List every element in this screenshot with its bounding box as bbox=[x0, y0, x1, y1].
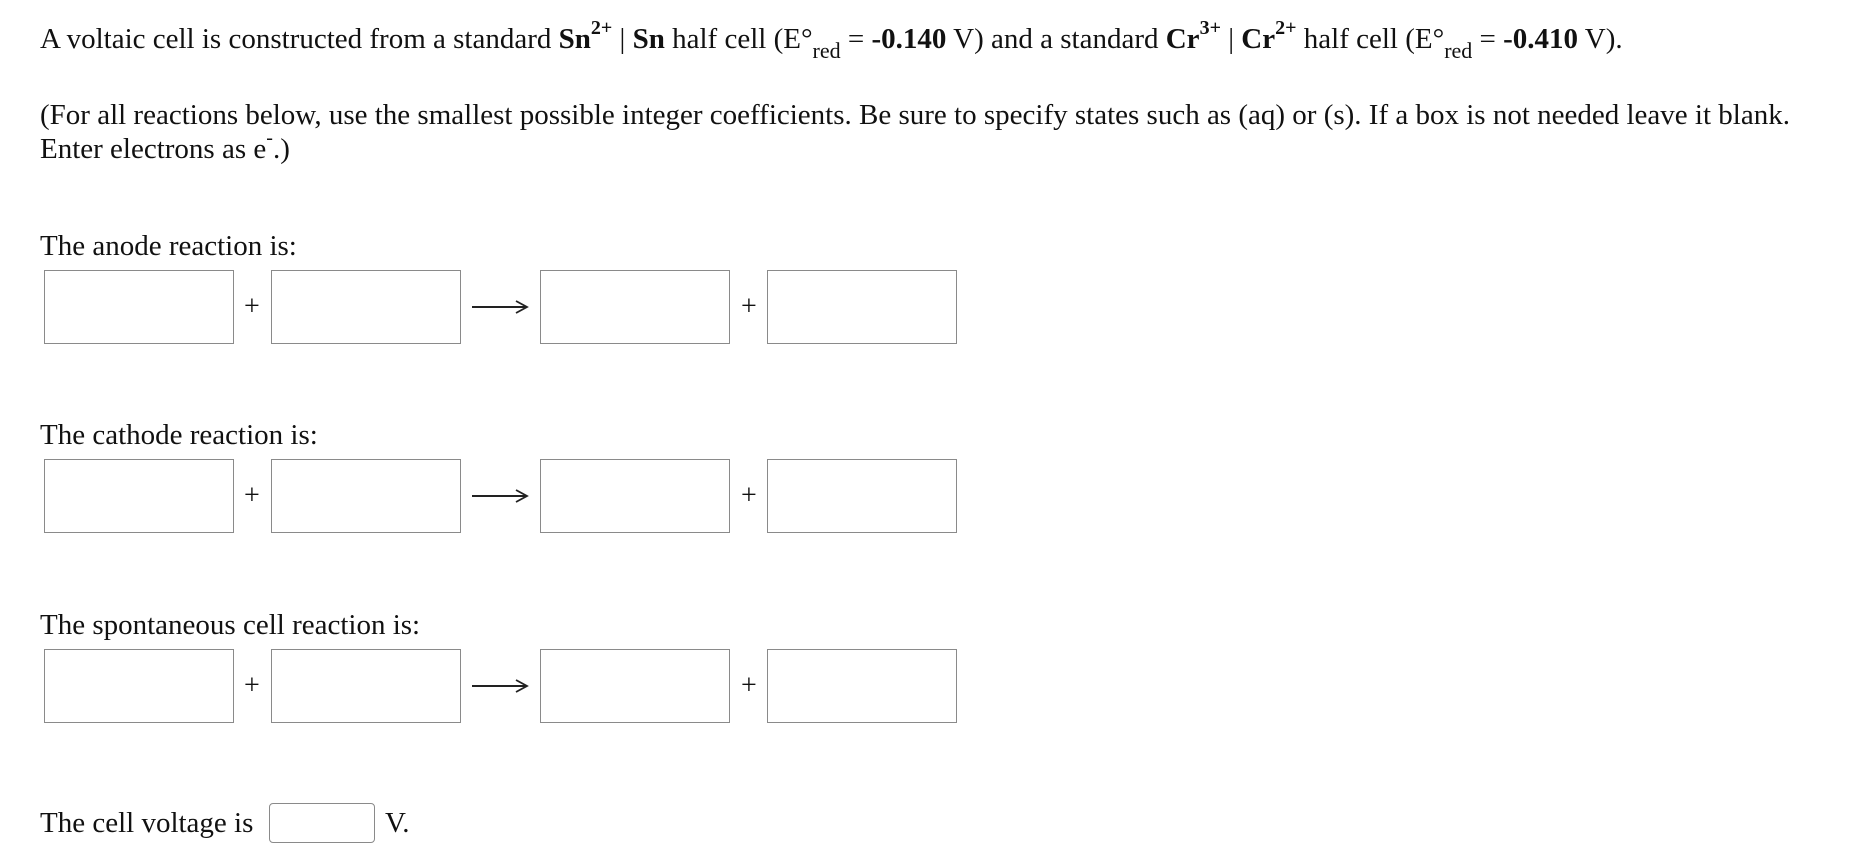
instructions-line-2: Enter electrons as e-.) bbox=[40, 127, 290, 165]
plus-sign: + bbox=[741, 291, 757, 322]
plus-sign: + bbox=[741, 670, 757, 701]
plus-sign: + bbox=[244, 480, 260, 511]
cathode-reactant-2-input[interactable] bbox=[271, 459, 461, 533]
reaction-arrow-icon bbox=[470, 485, 530, 507]
potential-cr: -0.410 bbox=[1503, 23, 1579, 55]
cathode-label: The cathode reaction is: bbox=[40, 419, 318, 451]
cell-product-2-input[interactable] bbox=[767, 649, 957, 723]
ion-sn: $Sn^{2+}$ bbox=[558, 17, 613, 55]
cell-reaction-row bbox=[44, 649, 964, 725]
plus-sign: + bbox=[244, 291, 260, 322]
cathode-reactant-1-input[interactable] bbox=[44, 459, 234, 533]
plus-sign: + bbox=[741, 480, 757, 511]
cell-voltage-label: The cell voltage is bbox=[40, 807, 254, 839]
reaction-arrow-icon bbox=[470, 675, 530, 697]
plus-sign: + bbox=[244, 670, 260, 701]
instructions-line-1: (For all reactions below, use the smallest possible integer coefficients. Be sure to specify states such as (aq) or (s). If a box is not needed leave it blank. bbox=[40, 99, 1790, 131]
cell-reaction-label: The spontaneous cell reaction is: bbox=[40, 609, 421, 641]
anode-reaction-row bbox=[44, 270, 964, 346]
ion-cr3: $Cr^{3+}$ bbox=[1165, 17, 1221, 55]
problem-statement: A voltaic cell is constructed from a standard $Sn^{2+}$ | Sn half cell ($E^\circ_{red} = -0.140$ V) and a standard $Cr^{3+}$ | $Cr^{2+}$ half cell ($E^\circ_{red} = -0.410$ V). bbox=[40, 17, 1623, 63]
cathode-product-2-input[interactable] bbox=[767, 459, 957, 533]
cell-voltage-input[interactable] bbox=[269, 803, 375, 843]
potential-sn: -0.140 bbox=[871, 23, 947, 55]
cell-reactant-1-input[interactable] bbox=[44, 649, 234, 723]
cathode-reaction-row bbox=[44, 459, 964, 535]
anode-reactant-2-input[interactable] bbox=[271, 270, 461, 344]
anode-label: The anode reaction is: bbox=[40, 230, 297, 262]
cell-product-1-input[interactable] bbox=[540, 649, 730, 723]
cathode-product-1-input[interactable] bbox=[540, 459, 730, 533]
anode-product-1-input[interactable] bbox=[540, 270, 730, 344]
cell-reactant-2-input[interactable] bbox=[271, 649, 461, 723]
ion-cr2: $Cr^{2+}$ bbox=[1241, 17, 1297, 55]
anode-product-2-input[interactable] bbox=[767, 270, 957, 344]
element-sn: Sn bbox=[632, 23, 665, 55]
reaction-arrow-icon bbox=[470, 296, 530, 318]
anode-reactant-1-input[interactable] bbox=[44, 270, 234, 344]
voltage-unit: V. bbox=[385, 807, 410, 839]
